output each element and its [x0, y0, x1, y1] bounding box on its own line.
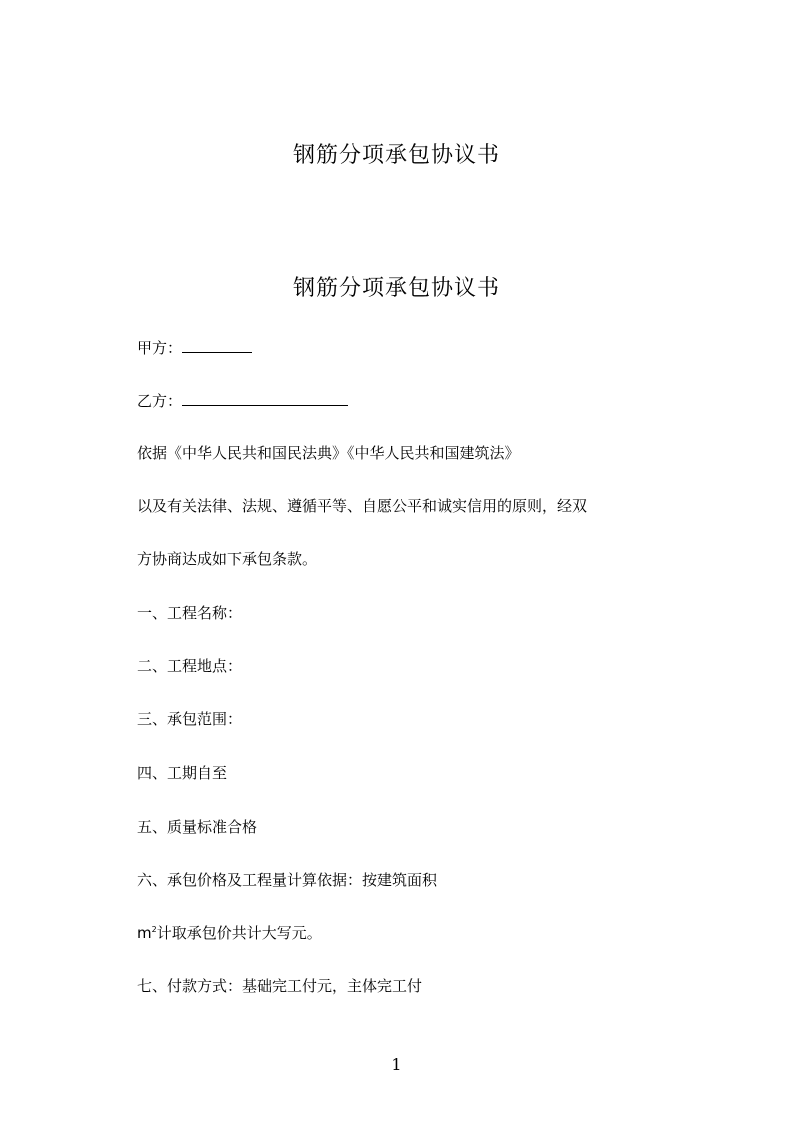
clause-price-total — [137, 923, 322, 943]
clause-price-basis: 六、承包价格及工程量计算依据：按建筑面积 — [137, 871, 438, 889]
party-b-line — [137, 390, 348, 411]
clause-payment-method: 七、付款方式：基础完工付元，主体完工付 — [137, 977, 423, 995]
page-number: 1 — [391, 1055, 402, 1074]
clause-project-location: 二、工程地点： — [137, 657, 243, 675]
clause-contract-scope: 三、承包范围： — [137, 710, 243, 728]
clause-duration: 四、工期自至 — [137, 764, 228, 782]
party-a-line — [137, 337, 252, 358]
document-title: 钢筋分项承包协议书 — [292, 276, 500, 301]
intro-line-3: 方协商达成如下承包条款。 — [137, 550, 318, 568]
intro-line-1: 依据《中华人民共和国民法典》《中华人民共和国建筑法》 — [137, 444, 520, 462]
intro-line-2: 以及有关法律、法规、遵循平等、自愿公平和诚实信用的原则，经双 — [137, 497, 588, 515]
party-a-blank — [182, 337, 252, 353]
cover-title: 钢筋分项承包协议书 — [292, 143, 500, 168]
party-a-label: 甲方： — [137, 339, 183, 357]
party-b-blank — [182, 390, 348, 406]
party-b-label: 乙方： — [137, 392, 183, 410]
clause-quality-standard: 五、质量标准合格 — [137, 818, 258, 836]
price-total-text: 计取承包价共计大写元。 — [156, 924, 322, 942]
area-unit: m — [137, 924, 152, 942]
area-unit-superscript: 2 — [151, 925, 157, 934]
clause-project-name: 一、工程名称： — [137, 604, 243, 622]
